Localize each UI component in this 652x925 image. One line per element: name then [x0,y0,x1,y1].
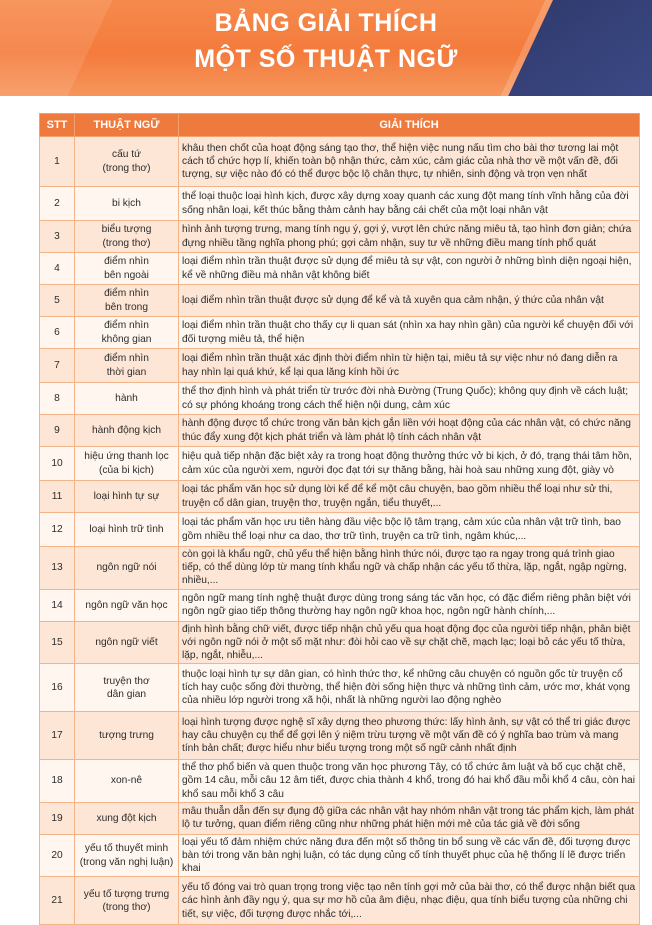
definition-cell: loại điểm nhìn trần thuật được sử dụng để miêu tả sự vật, con người ở những bình diện ngoại hiện, kể về những điều mà nhân vật không biết [179,253,640,285]
table-row [40,349,640,383]
definition-cell: loại hình tượng được nghệ sĩ xây dựng theo phương thức: lấy hình ảnh, sự vật có thể tri giác được hay câu chuyện cụ thể để gợi lên ý niệm trừu tượng về một vấn đề có ý nghĩa bao trùm và mang tính bản chất; được hiểu như biểu tượng trong một số ngữ cảnh nhất định [179,712,640,760]
row-number: 3 [40,221,75,253]
column-header-definition: GIẢI THÍCH [179,114,640,137]
term-cell [75,447,179,481]
table-row [40,547,640,590]
definition-cell: thuộc loại hình tự sự dân gian, có hình thức thơ, kể những câu chuyện có nguồn gốc từ truyện cổ tích hay cuộc sống đời thường, thể hiện đời sống hiện thực và những tình cảm, ước mơ, khát vọng của nhiều lớp người trong xã hội, nhất là những người lao động nghèo [179,664,640,712]
term-text: tượng trưng [99,730,154,742]
term-cell [75,187,179,221]
definition-cell: loại điểm nhìn trần thuật xác định thời điểm nhìn từ hiện tại, miêu tả sự việc như nó đang diễn ra hay nhìn lại quá khứ, kể lại qua lăng kính hồi ức [179,349,640,383]
row-number: 4 [40,253,75,285]
row-number: 21 [40,877,75,925]
table-row [40,802,640,834]
definition-cell: loại điểm nhìn trần thuật được sử dụng để kể và tả xuyên qua cảm nhận, ý thức của nhân vật [179,285,640,317]
table-row [40,447,640,481]
row-number: 8 [40,383,75,415]
term-text: điểm nhìn [104,320,149,332]
row-number: 1 [40,137,75,187]
term-cell [75,415,179,447]
term-text: loại hình tự sự [93,490,160,502]
term-text: xon-nê [110,775,143,787]
definition-cell: yếu tố đóng vai trò quan trọng trong việc tạo nên tính gợi mở của bài thơ, có thể được nhận biết qua các hình ảnh đầy ngụ ý, qua sự mơ hồ của âm điệu, nhạc điệu, qua tính biểu tượng của những chi tiết, sự việc, đối tượng được nhắc tới,... [179,877,640,925]
term-cell [75,547,179,590]
definition-cell: mâu thuẫn dẫn đến sự đụng độ giữa các nhân vật hay nhóm nhân vật trong tác phẩm kịch, làm phát lộ tư tưởng, quan điểm riêng cũng như những phát hiện mới mẻ của tác giả về đời sống [179,802,640,834]
term-cell [75,712,179,760]
term-text: ngôn ngữ nói [96,562,157,574]
term-cell [75,802,179,834]
term-cell [75,221,179,253]
row-number: 9 [40,415,75,447]
term-text: yếu tố tượng trưng [83,888,170,900]
term-text: ngôn ngữ văn học [85,599,168,611]
term-text: bi kịch [112,197,141,209]
table-row [40,415,640,447]
page-title: BẢNG GIẢI THÍCH [214,9,438,37]
definition-cell: loại tác phẩm văn học sử dụng lời kể để kể một câu chuyện, bao gồm nhiều thể loại như sử thi, truyện cổ dân gian, truyện thơ, truyện ngắn, tiểu thuyết,... [179,481,640,513]
header-banner [0,0,652,96]
table-row [40,481,640,513]
term-qualifier: thời gian [106,366,147,378]
table-row [40,187,640,221]
table-row [40,589,640,621]
row-number: 11 [40,481,75,513]
row-number: 6 [40,317,75,349]
term-qualifier: bên ngoài [104,269,149,281]
table-row [40,317,640,349]
term-text: hành [115,392,138,404]
term-text: điểm nhìn [104,256,149,268]
term-text: xung đột kịch [96,812,157,824]
row-number: 7 [40,349,75,383]
term-text: cấu tứ [112,149,141,161]
table-row [40,877,640,925]
table-row [40,221,640,253]
row-number: 10 [40,447,75,481]
definition-cell: loại yếu tố đảm nhiệm chức năng đưa đến một số thông tin bổ sung về các vấn đề, đối tượng được bàn tới trong văn bản nghị luận, có tác dụng củng cố tính thuyết phục của hệ thống lí lẽ được triển khai [179,834,640,877]
row-number: 18 [40,760,75,803]
term-cell [75,349,179,383]
term-text: điểm nhìn [104,353,149,365]
row-number: 12 [40,513,75,547]
definition-cell: định hình bằng chữ viết, được tiếp nhận chủ yếu qua hoạt động đọc của người tiếp nhận, phân biệt với ngôn ngữ nói ở một số mặt như: đòi hỏi cao về sự chặt chẽ, mạch lạc; loại bỏ các yếu tố thừa, lặp, ngắt, nhiễu,... [179,621,640,664]
term-qualifier: bên trong [104,301,149,313]
table-row [40,253,640,285]
term-cell [75,834,179,877]
definition-cell: thể thơ định hình và phát triển từ trước đời nhà Đường (Trung Quốc); không quy định về cách luật; có sự phóng khoáng trong cách thể hiện nội dung, cảm xúc [179,383,640,415]
term-qualifier: (của bi kịch) [99,464,154,476]
term-text: yếu tố thuyết minh [84,843,169,855]
definition-cell: còn gọi là khẩu ngữ, chủ yếu thể hiện bằng hình thức nói, được tạo ra ngay trong quá trình giao tiếp, có thể dùng lớp từ mang tính khẩu ngữ và chấp nhận các yếu tố thừa, lặp, ngắt, ngập ngừng, nhiều,... [179,547,640,590]
term-cell [75,621,179,664]
row-number: 13 [40,547,75,590]
definition-cell: thể loại thuộc loại hình kịch, được xây dựng xoay quanh các xung đột mang tính vĩnh hằng của đời sống nhân loại, kết thúc bằng thảm cảnh hay bằng cái chết của một loại nhân vật [179,187,640,221]
definition-cell: hiệu quả tiếp nhận đặc biệt xảy ra trong hoạt động thưởng thức vở bi kịch, ở đó, trạng thái tâm hồn, cảm xúc của người xem, người đọc đạt tới sự thăng bằng, hài hoà sau những xung đột, giày vò [179,447,640,481]
table-row [40,621,640,664]
term-cell [75,253,179,285]
table-row [40,760,640,803]
term-text: ngôn ngữ viết [95,636,158,648]
definition-cell: loại tác phẩm văn học ưu tiên hàng đầu việc bộc lộ tâm trạng, cảm xúc của nhân vật trữ tình, bao gồm nhiều thể loại như ca dao, thơ trữ tình, truyện ca trữ tình, ngâm khúc,... [179,513,640,547]
table-row [40,664,640,712]
table-row [40,834,640,877]
term-text: hành động kịch [91,424,162,436]
table-row [40,137,640,187]
term-text: điểm nhìn [104,288,149,300]
row-number: 16 [40,664,75,712]
term-cell [75,317,179,349]
table-row [40,285,640,317]
term-qualifier: (trong thơ) [102,162,151,174]
page-subtitle: MỘT SỐ THUẬT NGỮ [194,45,458,73]
term-cell [75,481,179,513]
term-qualifier: dân gian [106,688,147,700]
column-header-term: THUẬT NGỮ [75,114,179,137]
column-header-stt: STT [40,114,75,137]
term-cell [75,589,179,621]
row-number: 5 [40,285,75,317]
glossary-table [39,113,640,925]
definition-cell: hành động được tổ chức trong văn bản kịch gắn liền với hoạt động của các nhân vật, có chức năng thúc đẩy xung đột kịch phát triển và làm phát lộ tính cách nhân vật [179,415,640,447]
table-row [40,513,640,547]
term-qualifier: không gian [101,333,152,345]
term-text: biểu tượng [101,224,152,236]
row-number: 19 [40,802,75,834]
term-text: truyện thơ [103,675,150,687]
table-row [40,712,640,760]
term-cell [75,877,179,925]
term-qualifier: (trong thơ) [102,237,151,249]
term-text: loại hình trữ tình [89,523,164,535]
term-cell [75,513,179,547]
term-qualifier: (trong văn nghị luận) [79,856,174,868]
definition-cell: thể thơ phổ biến và quen thuộc trong văn học phương Tây, có tổ chức âm luật và bố cục chặt chẽ, gồm 14 câu, mỗi câu 12 âm tiết, được chia thành 4 khổ, trong đó hai khổ đầu mỗi khổ 4 câu, còn hai khổ sau mỗi khổ 3 câu [179,760,640,803]
definition-cell: khâu then chốt của hoạt động sáng tạo thơ, thể hiện việc nung nấu tìm cho bài thơ tương lai một cách tổ chức hợp lí, khiến toàn bộ nhận thức, cảm xúc, cảm giác của nhà thơ về một vấn đề, đối tượng, sự việc nào đó có thể được bộc lộ chân thực, tự nhiên, sinh động và trọn vẹn nhất [179,137,640,187]
term-cell [75,285,179,317]
definition-cell: ngôn ngữ mang tính nghệ thuật được dùng trong sáng tác văn học, có đặc điểm riêng phân biệt với ngôn ngữ giao tiếp thông thường hay ngôn ngữ khoa học, ngôn ngữ hành chính,... [179,589,640,621]
term-text: hiệu ứng thanh lọc [84,451,169,463]
term-cell [75,137,179,187]
row-number: 17 [40,712,75,760]
row-number: 15 [40,621,75,664]
definition-cell: hình ảnh tượng trưng, mang tính ngụ ý, gợi ý, vượt lên chức năng miêu tả, tạo hình đơn giản; chứa đựng nhiều tầng nghĩa phong phú; gợi cảm nhận, suy tư về những điều mang tính phổ quát [179,221,640,253]
term-cell [75,760,179,803]
table-row [40,383,640,415]
table-header-row [40,114,640,137]
definition-cell: loại điểm nhìn trần thuật cho thấy cự li quan sát (nhìn xa hay nhìn gần) của người kể chuyện đối với đối tượng miêu tả, thể hiện [179,317,640,349]
table-body [40,137,640,925]
row-number: 14 [40,589,75,621]
term-cell [75,664,179,712]
term-qualifier: (trong thơ) [102,901,151,913]
term-cell [75,383,179,415]
row-number: 2 [40,187,75,221]
row-number: 20 [40,834,75,877]
